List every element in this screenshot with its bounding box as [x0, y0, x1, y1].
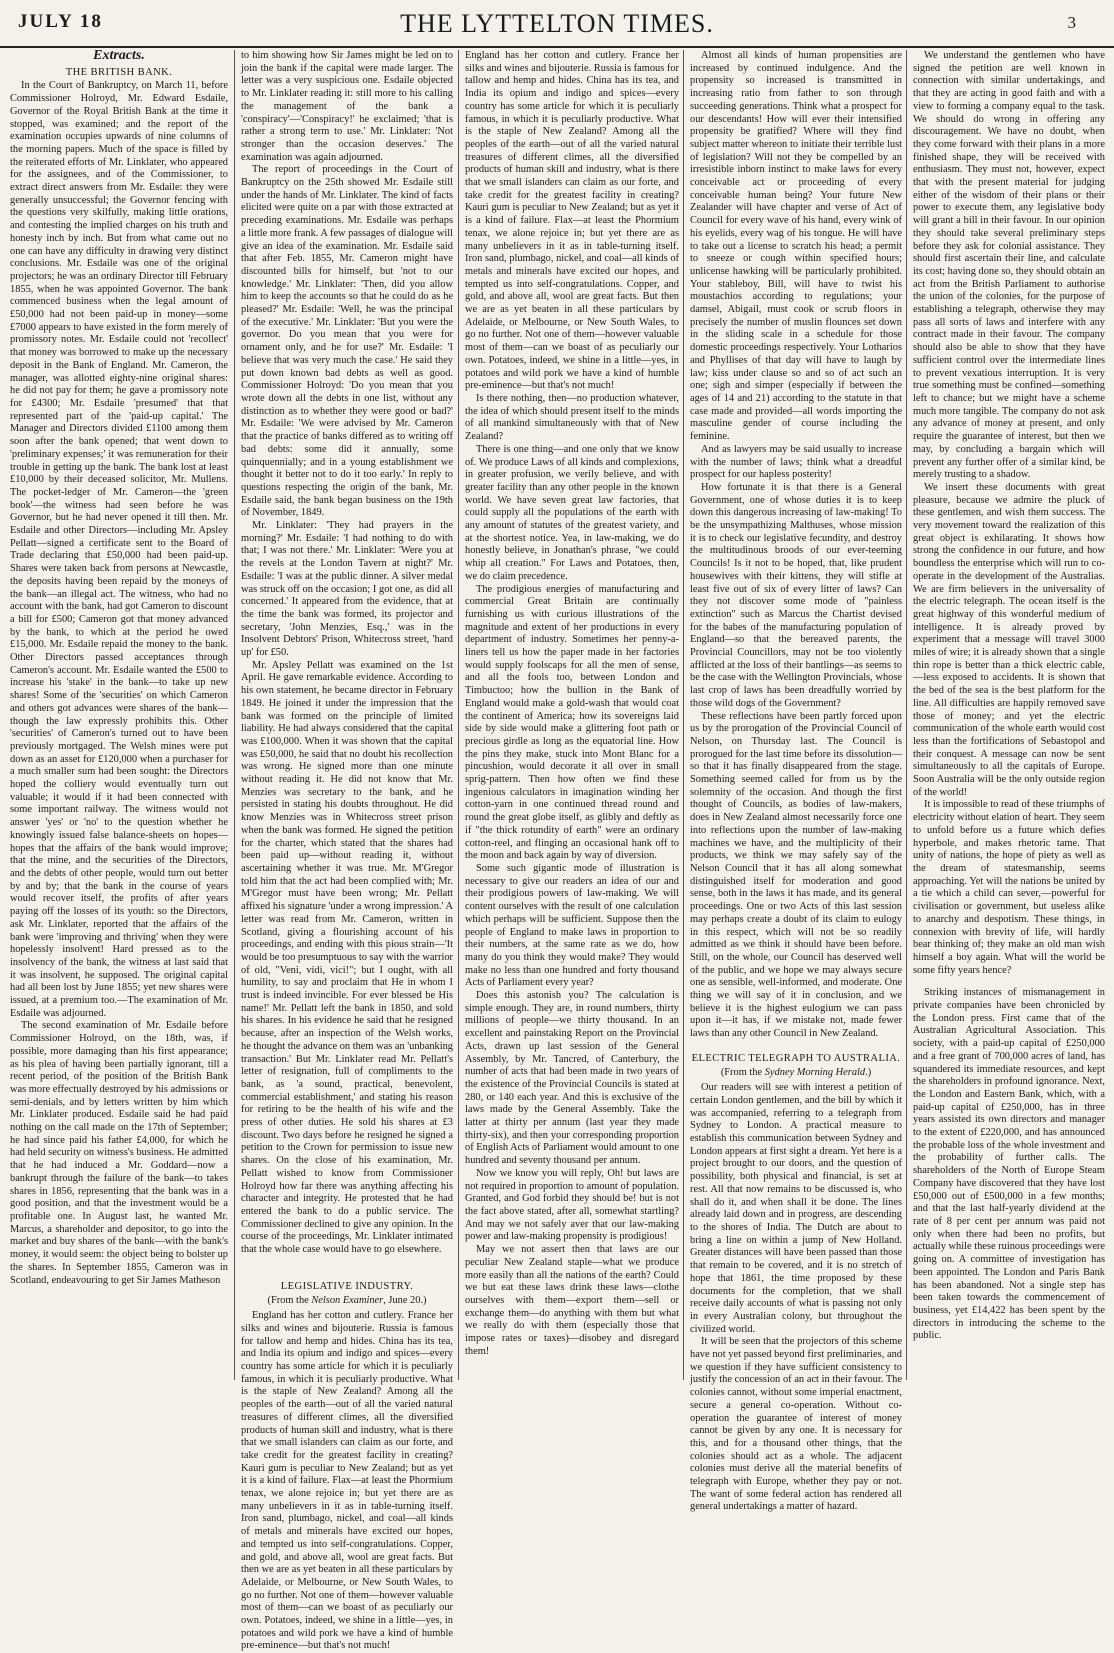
legislative-paragraph: There is one thing—and one only that we know of. We produce Laws of all kinds and complexions, in greater profusion, we verily believe, and with greater facility than any other people in the known world. We have seven great law factories, that could supply all the populations of the earth with any amount of statutes of the greatest variety, and at the shortest notice. Yea, in law-making, we do honestly believe, in Jonathan's phrase, "we could whip all creation." For Laws and Potatoes, then, we do claim precedence.: [465, 443, 679, 582]
british-bank-paragraph: Mr. Apsley Pellatt was examined on the 1st April. He gave remarkable evidence. According to his own statement, he became director in February 1849. He joined it under the impression that the bank was formed on the principle of limited liability. He had always considered that the capital was £100,000. When it was shown that the capital was £50,000, he said that no doubt his recollection was wrong. He signed more than one minute without reading it. He did not know that Mr. Menzies was secretary to the bank, and he persisted in stating his doubts throughout. He did know Menzies was in Whitecross street prison when the bank was formed. He signed the petition for the charter, which stated that the shares had been paid up—without reading it, without ascertaining whether it was true. Mr. M'Gregor told him that the act had been complied with; Mr. M'Gregor must have been wrong; Mr. Pellatt affixed his signature 'under a wrong impression.' A letter was read from Mr. Cameron, written in Scotland, giving a flourishing account of his proceedings, and ending with this pious strain—'It would be too presumptuous to say with the warrior of old, "Veni, vidi, vici!"; but I ought, with all humility, to say and proclaim that He in whom I trust is indeed invincible. For ever blessed be His name!' Mr. Pellatt left the bank in 1850, and sold his shares. In his evidence he said that he resigned because, after an inspection of the Welsh works, he thought the advance on them was an 'unbanking transaction.' But Mr. Linklater read Mr. Pellatt's letter of resignation, full of compliments to the bank, as 'a sound, practical, benevolent, commercial establishment,' and stating his reason for retiring to be the health of his wife and the press of other duties. He sold his shares at £3 discount. Two days before he resigned he signed a petition to the Crown for permission to issue new shares. On the close of his examination, Mr. Pellatt wished to know from Commissioner Holroyd how far there was anything affecting his character and integrity. He protested that he had entered the bank to do a public service. The Commissioner declined to give any opinion. In the course of the proceedings, Mr. Linklater intimated that the whole case would have to go elsewhere.: [241, 659, 453, 1256]
page-number: 3: [1067, 13, 1076, 32]
legislative-paragraph: How fortunate it is that there is a General Government, one of whose duties it is to keep down this dangerous increasing of law-making! To be the unsympathizing Malthuses, whose mission it is to check our legislative fecundity, and destroy the multitudinous broods of our ever-teeming Councils! Is it not to be hoped, that, like prudent housewives with their kittens, they will stifle at least five out of six of every litter of laws? Can they not discover some mode of "painless extinction" such as Marcus the Chartist devised for the babes of the manufacturing population of England—so that the bereaved parents, the Provincial Councillors, may not be too violently afflicted at the loss of their bantlings—as seems to be the case with the Wellington Provincials, whose last crop of laws has been dreadfully worried by those wild dogs of the Government?: [690, 481, 902, 709]
newspaper-title: THE LYTTELTON TIMES.: [400, 9, 714, 38]
legislative-source: (From the Nelson Examiner, June 20.): [267, 1294, 427, 1306]
masthead: [0, 0, 1114, 48]
legislative-paragraph: May we not assert then that laws are our peculiar New Zealand staple—what we produce more easily than all the nations of the earth? Could we but eat these laws drink these laws—clothe ourselves with them—export them—sell or exchange them—do anything with them but what we really do with them (especially those that impose rates or taxes)—disobey and disregard them!: [465, 1244, 679, 1357]
legislative-paragraph: The prodigious energies of manufacturing and commercial Great Britain are continually furnishing us with curious illustrations of the magnitude and extent of her productions in every department of industry. Sometimes her penny-a-liners tell us how the paper made in her factories would supply foolscaps for all the men of sense, and all the fools too, between London and Timbuctoo; how the bullion in the Bank of England would make a gold-wash that would coat the continent of America; how its sovereigns laid side by side would make a glittering foot path or precious girdle as long as the equatorial line. How the pins they make, stuck into Mont Blanc for a pincushion, would decorate it all over in small sprig-pattern. Then how often we find these ingenious calculators in imagination winding her cotton-yarn in one continued thread round and round the great globe itself, as glibly and deftly as if "the thick rotundity of earth" were an ordinary cotton-reel, and flinging an occasional hank off to the moon and back again by way of diversion.: [465, 583, 679, 862]
british-bank-heading: THE BRITISH BANK.: [65, 66, 173, 78]
column-3: [458, 50, 685, 1380]
legislative-industry-heading: LEGISLATIVE INDUSTRY.: [280, 1280, 414, 1292]
issue-date: JULY 18: [18, 11, 103, 32]
telegraph-paragraph: We understand the gentlemen who have signed the petition are well known in connection with similar undertakings, and that they are acting in good faith and with a view to forming a company equal to the task. We should do wrong in offering any discouragement. We have no doubt, when they come forward with their plans in a more finished shape, they will be received with enthusiasm. They must not, however, expect that with the present material for judging either of the wisdom of their plans or their power to execute them, any legislative body will grant a bill in their favour. In our opinion they should take several preliminary steps before they ask for colonial assistance. They should first ascertain their line, and calculate its cost; having done so, they should obtain an act from the British Parliament to authorise the union of the colonies, for the purpose of establishing a telegraph, otherwise they may pass all sorts of laws and interfere with any contract made in their favour. The company should also be able to show that they have sufficient control over the intermediate lines to prevent vexatious interruption. It is very true something must be confined—something left to chance; but we might have a scheme much more tangible. The company do not ask any advance of money at present, and only require the guarantee of interest, but then we may, by concluding a bargain which will prevent any further offer of a similar kind, be merely trusting to a shadow.: [913, 50, 1105, 481]
article-columns: [6, 48, 1106, 1652]
column-2: [234, 50, 459, 1652]
british-bank-paragraph: to him showing how Sir James might be led on to join the bank if the capital were made larger. The letter was a very suspicious one. Esdaile objected to Mr. Linklater reading it: still more to his calling the management of the bank a 'conspiracy'—'Conspiracy!' he exclaimed; 'that is rather a strong term to use.' Mr. Linklater: 'Not stronger than the occasion deserves.' The examination was again adjourned.: [241, 50, 453, 163]
legislative-paragraph: Is there nothing, then—no production whatever, the idea of which should present itself to the minds of all mankind simultaneously with that of New Zealand?: [465, 392, 679, 443]
legislative-paragraph: Now we know you will reply, Oh! but laws are not required in proportion to amount of population. Granted, and God forbid they should be! but is not the fact above stated, after all, somewhat startling? And may we not safely aver that our law-making power and law-making propensity is prodigious!: [465, 1167, 679, 1243]
telegraph-heading: ELECTRIC TELEGRAPH TO AUSTRALIA.: [691, 1052, 901, 1064]
legislative-paragraph: England has her cotton and cutlery. France her silks and wines and bijouterie. Russia is famous for tallow and hemp and hides. China has its tea, and India its opium and indigo and spices—every country has some article for which it is peculiarly famous, in which it is peculiarly productive. What is the staple of New Zealand? Among all the peoples of the earth—out of all the varied natural treasures of different climes, all the diversified products of human skill and industry, what is there that we small islanders can claim as our forte, and take credit for the greatest facility in creating? Kauri gum is peculiar to New Zealand; but as yet it is a kind of failure. Flax—at least the Phormium tenax, we alone rejoice in; but yet there are as many unbelievers in it as in table-turning itself. Iron sand, plumbago, nickel, and coal—all kinds of metals and minerals have excited our hopes, and tempted us into self-congratulations. Copper, and gold, and above all, wool are great facts. But then we are as yet beaten in all these particulars by Adelaide, or Melbourne, or New South Wales, to go no further. Not one of them—however valuable most of them—can we boast of as peculiarly our own. Potatoes, indeed, we shine in a little—yes, in potatoes and wild pork we have a kind of humble pre-eminence—but that's not much!: [241, 1310, 453, 1652]
column-4: [683, 50, 908, 1513]
telegraph-paragraph: Our readers will see with interest a petition of certain London gentlemen, and the bill by which it was accompanied, referring to a telegraph from Sydney to London. A practical measure to establish this communication between Sydney and London appears at first sight a dream. Yet here is a project brought to our doors, and the question of possibility, both physical and financial, is set at rest. All that now remains to be discussed is, who shall do it, and when shall it be done. The lines already laid down and in progress, are descending to the shores of India. The Dutch are about to bring a line on within a jump of New Holland. Greater distances will have been passed than those that remain to be covered, and it is no stretch of hope that 1861, the time proposed by these documents for the completion, that we shall receive daily accounts of what is passing not only in every Australian colony, but throughout the civilized world.: [690, 1082, 902, 1335]
legislative-paragraph: These reflections have been partly forced upon us by the prorogation of the Provincial Council of Nelson, on Thursday last. The Council is prorogued for the last time before its dissolution—so that it has finally disappeared from the stage. Something seemed called for from us by the solemnity of the occasion. And though the first thought of Councils, as bodies of law-makers, does in New Zealand almost necessarily force one into reflections upon the number of law-making machines we have, and the multiplicity of their products, we think we may safely say of the Nelson Council that it has all along somewhat distinguished itself for moderation and good sense, both in the laws it has made, and its general proceedings. One or two Acts of this last session may perhaps create a doubt of its claim to eulogy in this respect, which will not be so readily admitted as we think it should have been before. Still, on the whole, our Council has deserved well of the public, and we hope we may always secure one as sensible, well-informed, and moderate. One thing we will say of it in conclusion, and we believe it is the highest eulogium we can pass upon it—it has, if we mistake not, made fewer laws than any other Council in New Zealand.: [690, 710, 902, 1040]
telegraph-paragraph: We insert these documents with great pleasure, because we admire the pluck of these gentlemen, and wish them success. The very movement toward the realization of this great object is exhilarating. It shows how strong the confidence in our future, and how boundless the enterprise which will run to co-operate in the development of the Australias. We are firm believers in the universality of the electric telegraph. The ocean itself is the great highway of this wonderful medium of intelligence. It is already proved by experiment that a message will travel 3000 miles of wire; it is already shown that a single thin rope is better than a thick electric cable,—less exposed to accidents. It is shown that the bed of the sea is the best platform for the line. All difficulties are happily removed save those of money; and yet the electric communication of the whole earth would cost less than the fortifications of Sebastopol and their conquest. A message can now be sent simultaneously to all the capitals of Europe. Soon Australia will be the only outside region of the world!: [913, 481, 1105, 798]
british-bank-paragraph: The report of proceedings in the Court of Bankruptcy on the 25th showed Mr. Esdaile still under the hands of Mr. Linklater. The kind of facts elicited were quite on a par with those extracted at preceding examinations. Mr. Esdaile was perhaps a little more frank. A few passages of dialogue will give an idea of the examination. Mr. Esdaile said that after Feb. 1855, Mr. Cameron might have discounted bills for himself, but 'not to our knowledge.' Mr. Linklater: 'Then, did you allow him to keep the accounts so that he could do as he pleased?' Mr. Esdaile: 'Well, he was the principal of the executive.' Mr. Linklater: 'But you were the governor. Do you mean that you were for ornament only, and he for use?' Mr. Esdaile: 'I believe that was very much the case.' He said they put down known bad debts as well as good. Commissioner Holroyd: 'Do you mean that you wrote down all the debts in one list, without any distinction as to whether they were good or bad?' Mr. Esdaile: 'We were advised by Mr. Cameron that the practice of banks differed as to writing off bad debts: some did it annually, some quinquennially; and in a young establishment we thought it better not to do it too early.' In reply to questions respecting the origin of the bank, Mr. Esdaile said, the bank began business on the 19th of November, 1849.: [241, 164, 453, 519]
legislative-paragraph: Some such gigantic mode of illustration is necessary to give our readers an idea of our and their prodigious powers of law-making. We will content ourselves with the result of one calculation which perhaps will be sufficient. Suppose then the people of England to make laws in proportion to their numbers, at the same rate as we do, how many do you think they would make? They would make no less than one hundred and forty thousand Acts of Parliament every year?: [465, 863, 679, 989]
british-bank-paragraph: The second examination of Mr. Esdaile before Commissioner Holroyd, on the 18th, was, if possible, more damaging than his first appearance; as his plea of having been partially ignorant, till a recent period, of the position of the British Bank was more effectually destroyed by his admissions or semi-denials, and by letters written by him which Mr. Linklater produced. Esdaile said he had paid nothing on the call made on the 17th of September; he had since paid his father £4,000, for which he had held security on witness's business. He admitted that he had induced a Mr. Goddard—now a bankrupt through the failure of the bank—to takes shares in 1856, representing that the bank was in a good position, and that the investment would be a profitable one. In August last, he wanted Mr. Marcus, a shareholder and depositor, to go into the market and buy shares of the bank—with the bank's money, it would seem: the object being to bolster up the shares. In September 1855, Cameron was in Scotland, endeavouring to get Sir James Matheson: [10, 1020, 228, 1286]
legislative-paragraph: England has her cotton and cutlery. France her silks and wines and bijouterie. Russia is famous for tallow and hemp and hides. China has its tea, and India its opium and indigo and spices—every country has some article for which it is peculiarly famous, in which it is peculiarly productive. What is the staple of New Zealand? Among all the peoples of the earth—out of all the varied natural treasures of different climes, all the diversified products of human skill and industry, what is there that we small islanders can claim as our forte, and take credit for the greatest facility in creating? Kauri gum is peculiar to New Zealand; but as yet it is a kind of failure. Flax—at least the Phormium tenax, we alone rejoice in; but yet there are as many unbelievers in it as in table-turning itself. Iron sand, plumbago, nickel, and coal—all kinds of metals and minerals have excited our hopes, and tempted us into self-congratulations. Copper, and gold, and above all, wool are great facts. But then we are as yet beaten in all these particulars by Adelaide, or Melbourne, or New South Wales, to go no further. Not one of them—however valuable most of them—can we boast of as peculiarly our own. Potatoes, indeed, we shine in a little—yes, in potatoes and wild pork we have a kind of humble pre-eminence—but that's not much!: [465, 50, 679, 392]
british-bank-paragraph: Mr. Linklater: 'They had prayers in the morning?' Mr. Esdaile: 'I had nothing to do with that; I was not there.' Mr. Linklater: 'Were you at the revels at the London Tavern at night?' Mr. Esdaile: 'I was at the public dinner. A silver medal was struck off on the occasion; I got one, as did all concerned.' It appeared from the evidence, that at the time the bank was formed, its projector and secretary, 'John Menzies, Esq.,' was in the Insolvent Debtors' Prison, Whitecross street, 'hard up' for £50.: [241, 520, 453, 659]
british-bank-paragraph: In the Court of Bankruptcy, on March 11, before Commissioner Holroyd, Mr. Edward Esdaile, Governor of the Royal British Bank at the time it stopped, was examined; and the report of the examination occupies upwards of nine columns of the morning papers. Much of the space is filled by the reiterated efforts of Mr. Linklater, who appeared for the assignees, and of the Commissioner, to extract direct answers from Mr. Esdaile: they were generally unsuccessful; the Governor fencing with the questions very skilfully, making little orations, and contesting the implied charges on his truth and honesty inch by inch. But from what came out no one can have any difficulty in drawing very distinct conclusions. Mr. Esdaile was one of the original projectors; he was an ordinary Director till February 1855, when he was appointed Governor. The bank commenced business when the legal amount of £50,000 had not been paid-up in money—some £7000 appears to have existed in the form merely of promissory notes. Mr. Esdaile could not 'recollect' that money was borrowed to make up the necessary deposit in the Bank of England. Mr. Cameron, the manager, was allotted eighty-nine original shares: he did not pay for them; he gave a promissory note for £4300; Mr. Esdaile 'presumed' that that represented part of the 'paid-up capital.' The Manager and Directors divided £1100 among them soon after the bank opened; that went down to 'preliminary expenses;' it was remuneration for their trouble in getting up the bank. The bank lost at least £10,000 by their deceased solicitor, Mr. Mullens. The pocket-ledger of Mr. Cameron—the 'green book'—the witness had seen before he was Governor, but he had never opened it till then. Mr. Esdaile and other Directors—including Mr. Apsley Pellatt—signed a certificate sent to the Board of Trade declaring that £50,000 had been paid-up. Shares were taken back from persons at Newcastle, the deposits having been repaid by the moneys of the bank—an illegal act. The witness, who had no account with the bank, had got Cameron to discount a bill for £500; Cameron got that money advanced by the bank, to which at the period he owed £15,000. Mr. Esdaile repaid the money to the bank. Other Directors passed acceptances through Cameron's account. Mr. Esdaile wanted the £500 to increase his 'stake' in the bank—to take up new shares! Some of the 'securities' on which Cameron and others got advances were shares of the bank—though the law expressly prohibits this. Other 'securities' of Cameron's turned out to have been previously mortgaged. The Welsh mines were put down as an asset for £120,000 when a purchaser for a much smaller sum had been sought: the Directors hoped the colliery would eventually turn out valuable; it would if it had been connected with some important railway. The witness would not answer 'yes' or 'no' to the question whether he knowingly issued false balance-sheets on hopes—hopes that the affairs of the bank would improve; that the mine, and the securities of the Directors, and the debts of other people, would turn out better by and by; that the bank in the course of years would recover itself, the profits of after years paying off the losses of its youth: so the Directors, ask Mr. Linklater, reported that the affairs of the bank were 'improving and thriving' when they were hopelessly insolvent! Hard pressed as to the insolvency of the bank, the witness at last said that it was insolvent, he supposed. The original capital had all been lost by June 1855; yet new shares were issued, at a premium too.—The examination of Mr. Esdaile was adjourned.: [10, 80, 228, 1019]
telegraph-paragraph: It will be seen that the projectors of this scheme have not yet passed beyond first preliminaries, and we question if they have sufficient consistency to justify the concession of an act in their favour. The colonies cannot, without some imperial enactment, secure a general co-operation. Without co-operation the guarantee of interest of money cannot be given by any one. It is necessary for this, and for a thousand other things, that the colonies should act as a whole. The adjacent colonies must derive all the material benefits of telegraph with Europe, whether they pay or not. The want of some federal action has rendered all general undertakings a matter of hazard.: [690, 1336, 902, 1513]
mismanagement-paragraph: Striking instances of mismanagement in private companies have been chronicled by the London press. First came that of the Australian Agricultural Association. This society, with a paid-up capital of £250,000 and a free grant of 700,000 acres of land, has squandered its immediate resources, and kept the shareholders in profound ignorance. Next, the London and Eastern Bank, which, with a paid-up capital of £250,000, has in three years assisted its own directors and manager to the extent of £220,000, and has announced the probable loss of the whole investment and the probability of further calls. The shareholders of the North of Europe Steam Company have discovered that they have lost £50,000 out of £500,000 in a few months; and that the last half-yearly dividend at the rate of 8 per cent per annum was paid not only when there had been no profits, but actually while these ruinous proceedings were going on. A committee of investigation has been appointed. The London and Paris Bank has been abandoned. Not a single step has been taken towards the commencement of business, yet £14,422 has been spent by the directors in introducing the scheme to the public.: [913, 987, 1105, 1342]
legislative-paragraph: Almost all kinds of human propensities are increased by continued indulgence. And the propensity so increased is transmitted in increasing ratio from father to son through succeeding generations. Think what a prospect for our descendants! How will ever their intensified propensity be gratified? Where will they find subject matter whereon to initiate their terrible lust of legislation? Will not they be compelled by an irresistible inborn instinct to make laws for every conceivable act or proceeding of every conceivable human being? Your future New Zealander will have chapter and verse of Act of Council for every wave of his hand, every wink of his eyelids, every wag of his tongue. He will have to take out a license to scratch his head; a permit to sneeze or cough within specified hours; unlicense hawking will be particularly prohibited. Your stableboy, Bill, will have to twist his moustachios according to regulations; your damsel, Abigail, must cook or scrub floors in precisely the number of muslin flounces set down in the sliding scale in a schedule for those domestic proceedings respectively. Your Lotharios and Phyllises of that day will have to laugh by law; kiss under clause so and so of act such an one; sigh and simper (especially if between the ages of 14 and 21) according to the statute in that case made and provided—all words importing the masculine gender of course including the feminine.: [690, 50, 902, 443]
extracts-heading: Extracts.: [93, 48, 145, 63]
column-5: [906, 50, 1109, 1380]
column-1: [6, 50, 233, 1380]
telegraph-source: (From the Sydney Morning Herald.): [720, 1066, 872, 1078]
legislative-paragraph: Does this astonish you? The calculation is simple enough. They are, in round numbers, thirty millions of people—we thirty thousand. In an excellent and painstaking Report on the Provincial Acts, drawn up last session of the General Assembly, by Mr. Tancred, of Canterbury, the number of acts that had been made in two years of the existence of the Provincial Councils is stated at 280, or 140 each year. And this is exclusive of the laws made by the General Assembly. Take the latter at thirty per annum (last year they made thirty-six), and then your corresponding proportion of English Acts of Parliament would amount to one hundred and seventy thousand per annum.: [465, 990, 679, 1167]
legislative-paragraph: And as lawyers may be said usually to increase with the number of laws; think what a dreadful prospect for our hapless posterity!: [690, 443, 902, 481]
telegraph-paragraph: It is impossible to read of these triumphs of electricity without elation of heart. They seem to unfold before us a future which defies hyperbole, and makes rhetoric tame. That unity of nations, the hope of piety as well as the dream of statesmanship, seems approaching. Yet will the nations be united by a tie which a child can sever,—powerful for civilisation or government, but useless alike to anarchy and despotism. These things, in connexion with brevity of life, will hardly bear thinking of; they make an old man wish himself a boy again. What will the world be some fifty years hence?: [913, 799, 1105, 976]
